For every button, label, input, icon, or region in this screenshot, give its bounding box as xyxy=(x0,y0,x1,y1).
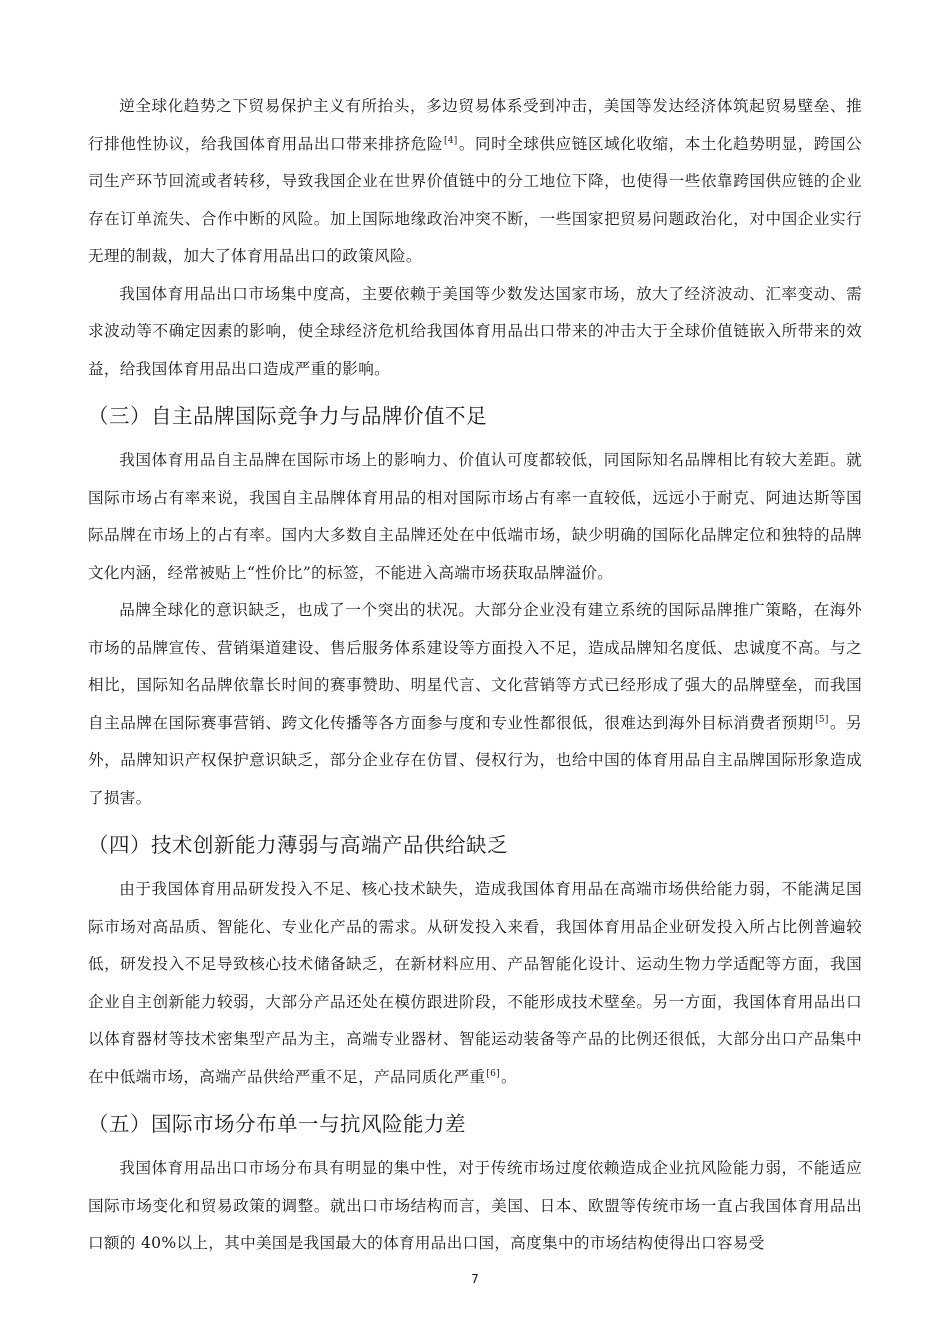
section-heading: （五）国际市场分布单一与抗风险能力差 xyxy=(88,1112,466,1136)
section-heading: （四）技术创新能力薄弱与高端产品供给缺乏 xyxy=(88,833,508,857)
paragraph: 我国体育用品自主品牌在国际市场上的影响力、价值认可度都较低，同国际知名品牌相比有较大差距。就国际市场占有率来说，我国自主品牌体育用品的相对国际市场占有率一直较低，远远小于耐克、阿迪达斯等国际品牌在市场上的占有率。国内大多数自主品牌还处在中低端市场，缺少明确的国际化品牌定位和独特的品牌文化内涵，经常被贴上“性价比”的标签，不能进入高端市场获取品牌溢价。 xyxy=(88,451,862,582)
citation-ref: [6] xyxy=(486,1068,501,1079)
page-number: 7 xyxy=(471,1272,479,1286)
document-body xyxy=(88,88,862,1263)
paragraph: 我国体育用品出口市场集中度高，主要依赖于美国等少数发达国家市场，放大了经济波动、汇率变动、需求波动等不确定因素的影响，使全球经济危机给我国体育用品出口带来的冲击大于全球价值链嵌入所带来的效益，给我国体育用品出口造成严重的影响。 xyxy=(88,284,862,378)
citation-ref: [4] xyxy=(443,135,458,146)
section-heading: （三）自主品牌国际竞争力与品牌价值不足 xyxy=(88,404,487,428)
paragraph: 品牌全球化的意识缺乏，也成了一个突出的状况。大部分企业没有建立系统的国际品牌推广策略，在海外市场的品牌宣传、营销渠道建设、售后服务体系建设等方面投入不足，造成品牌知名度低、忠诚度不高。与之相比，国际知名品牌依靠长时间的赛事赞助、明星代言、文化营销等方式已经形成了强大的品牌壁垒，而我国自主品牌在国际赛事营销、跨文化传播等各方面参与度和专业性都很低，很难达到海外目标消费者预期[5]。另外，品牌知识产权保护意识缺乏，部分企业存在仿冒、侵权行为，也给中国的体育用品自主品牌国际形象造成了损害。 xyxy=(88,601,862,807)
citation-ref: [5] xyxy=(815,714,829,725)
paragraph: 我国体育用品出口市场分布具有明显的集中性，对于传统市场过度依赖造成企业抗风险能力弱，不能适应国际市场变化和贸易政策的调整。就出口市场结构而言，美国、日本、欧盟等传统市场一直占我国体育用品出口额的 40%以上，其中美国是我国最大的体育用品出口国，高度集中的市场结构使得出口容易受 xyxy=(88,1159,862,1252)
paragraph: 由于我国体育用品研发投入不足、核心技术缺失，造成我国体育用品在高端市场供给能力弱，不能满足国际市场对高品质、智能化、专业化产品的需求。从研发投入来看，我国体育用品企业研发投入所占比例普遍较低，研发投入不足导致核心技术储备缺乏，在新材料应用、产品智能化设计、运动生物力学适配等方面，我国企业自主创新能力较弱，大部分产品还处在模仿跟进阶段，不能形成技术壁垒。另一方面，我国体育用品出口以体育器材等技术密集型产品为主，高端专业器材、智能运动装备等产品的比例还很低，大部分出口产品集中在中低端市场，高端产品供给严重不足，产品同质化严重[6]。 xyxy=(88,880,862,1086)
paragraph: 逆全球化趋势之下贸易保护主义有所抬头，多边贸易体系受到冲击，美国等发达经济体筑起贸易壁垒、推行排他性协议，给我国体育用品出口带来排挤危险[4]。同时全球供应链区域化收缩，本土化趋势明显，跨国公司生产环节回流或者转移，导致我国企业在世界价值链中的分工地位下降，也使得一些依靠跨国供应链的企业存在订单流失、合作中断的风险。加上国际地缘政治冲突不断，一些国家把贸易问题政治化，对中国企业实行无理的制裁，加大了体育用品出口的政策风险。 xyxy=(88,97,862,265)
